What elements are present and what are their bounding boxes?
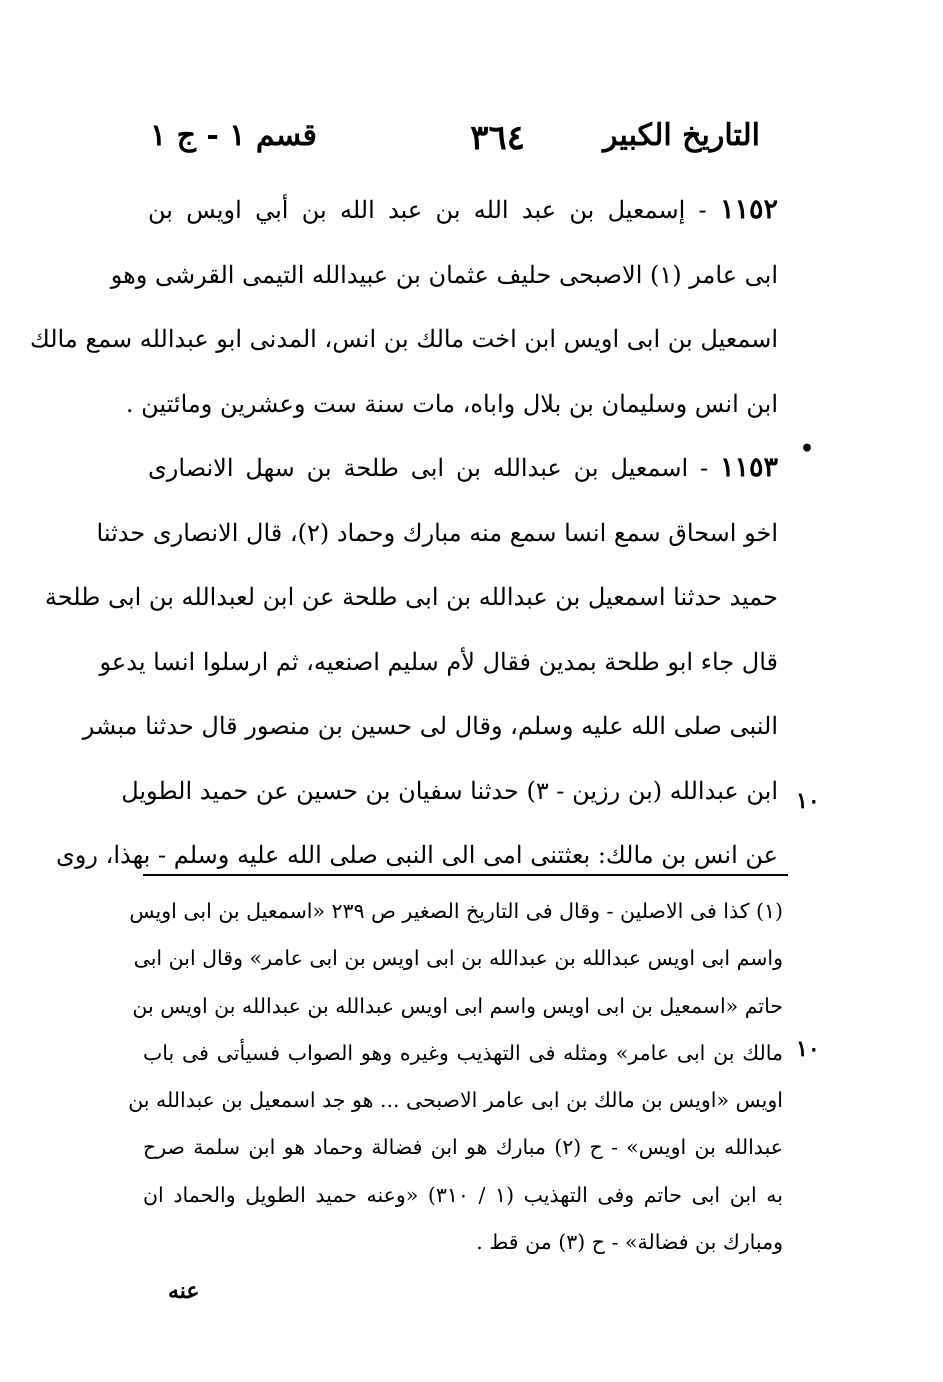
running-header xyxy=(150,112,760,168)
text-line: ابى عامر (١) الاصبحى حليف عثمان بن عبيدالله التيمى القرشى وهو xyxy=(110,260,778,289)
book-title: التاريخ الكبير xyxy=(602,118,760,153)
text-line: ابن عبدالله (بن رزين - ٣) حدثنا سفيان بن حسين عن حميد الطويل xyxy=(121,776,778,805)
text-line: قال جاء ابو طلحة بمدين فقال لأم سليم اصنعيه، ثم ارسلوا انسا يدعو xyxy=(99,647,778,676)
main-text xyxy=(30,178,779,888)
catchword: عنه xyxy=(168,1278,200,1304)
text-line: حميد حدثنا اسمعيل بن عبدالله بن ابى طلحة عن ابن لعبدالله بن ابى طلحة xyxy=(44,583,778,611)
footnote-line: به ابن ابى حاتم وفى التهذيب (١ / ٣١٠) «وعنه حميد الطويل والحماد ان xyxy=(143,1182,784,1207)
text-line: ١١٥٣ - اسمعيل بن عبدالله بن ابى طلحة بن سهل الانصارى xyxy=(148,452,779,483)
footnote-line: اويس «اويس بن مالك بن ابى عامر الاصبحى ... هو جد اسمعيل بن عبدالله بن xyxy=(128,1088,783,1113)
page-number: ٣٦٤ xyxy=(470,118,525,158)
text-line: اخو اسحاق سمع انسا سمع منه مبارك وحماد (٢)، قال الانصارى حدثنا xyxy=(96,518,778,547)
text-line: عن انس بن مالك: بعثتنى امى الى النبى صلى الله عليه وسلم - بهذا، روى xyxy=(56,841,778,869)
footnote-line: ومبارك بن فضالة» - ح (٣) من قط . xyxy=(476,1230,783,1255)
text-line: ١١٥٢ - إسمعيل بن عبد الله بن عبد الله بن أبي اويس بن xyxy=(148,194,778,225)
text-line: ابن انس وسليمان بن بلال واباه، مات سنة ست وعشرين ومائتين . xyxy=(125,389,778,418)
margin-dot: • xyxy=(800,436,815,462)
margin-line-number: ١٠ xyxy=(796,1036,820,1062)
text-line: النبى صلى الله عليه وسلم، وقال لى حسين بن منصور قال حدثنا مبشر xyxy=(82,712,778,740)
footnote-line: (١) كذا فى الاصلين - وقال فى التاريخ الصغير ص ٢٣٩ «اسمعيل بن ابى اويس xyxy=(129,899,783,923)
entry-number: ١١٥٣ xyxy=(720,452,779,483)
margin-line-number: ١٠ xyxy=(796,788,820,814)
footnotes xyxy=(128,888,784,1266)
section-volume: قسم ١ - ج ١ xyxy=(150,118,317,153)
footnote-line: مالك بن ابى عامر» ومثله فى التهذيب وغيره وهو الصواب فسيأتى فى باب xyxy=(143,1040,783,1065)
footnote-line: واسم ابى اويس عبدالله بن عبدالله بن ابى اويس بن ابى عامر» وقال ابن ابى xyxy=(133,946,783,971)
entry-number: ١١٥٢ xyxy=(719,194,778,225)
footnote-line: عبدالله بن اويس» - ح (٢) مبارك هو ابن فضالة وحماد هو ابن سلمة صرح xyxy=(143,1135,783,1160)
footnote-line: حاتم «اسمعيل بن ابى اويس واسم ابى اويس عبدالله بن عبدالله بن اويس بن xyxy=(132,993,783,1018)
footnote-divider xyxy=(143,874,788,876)
text-line: اسمعيل بن ابى اويس ابن اخت مالك بن انس، المدنى ابو عبدالله سمع مالك xyxy=(30,325,778,353)
